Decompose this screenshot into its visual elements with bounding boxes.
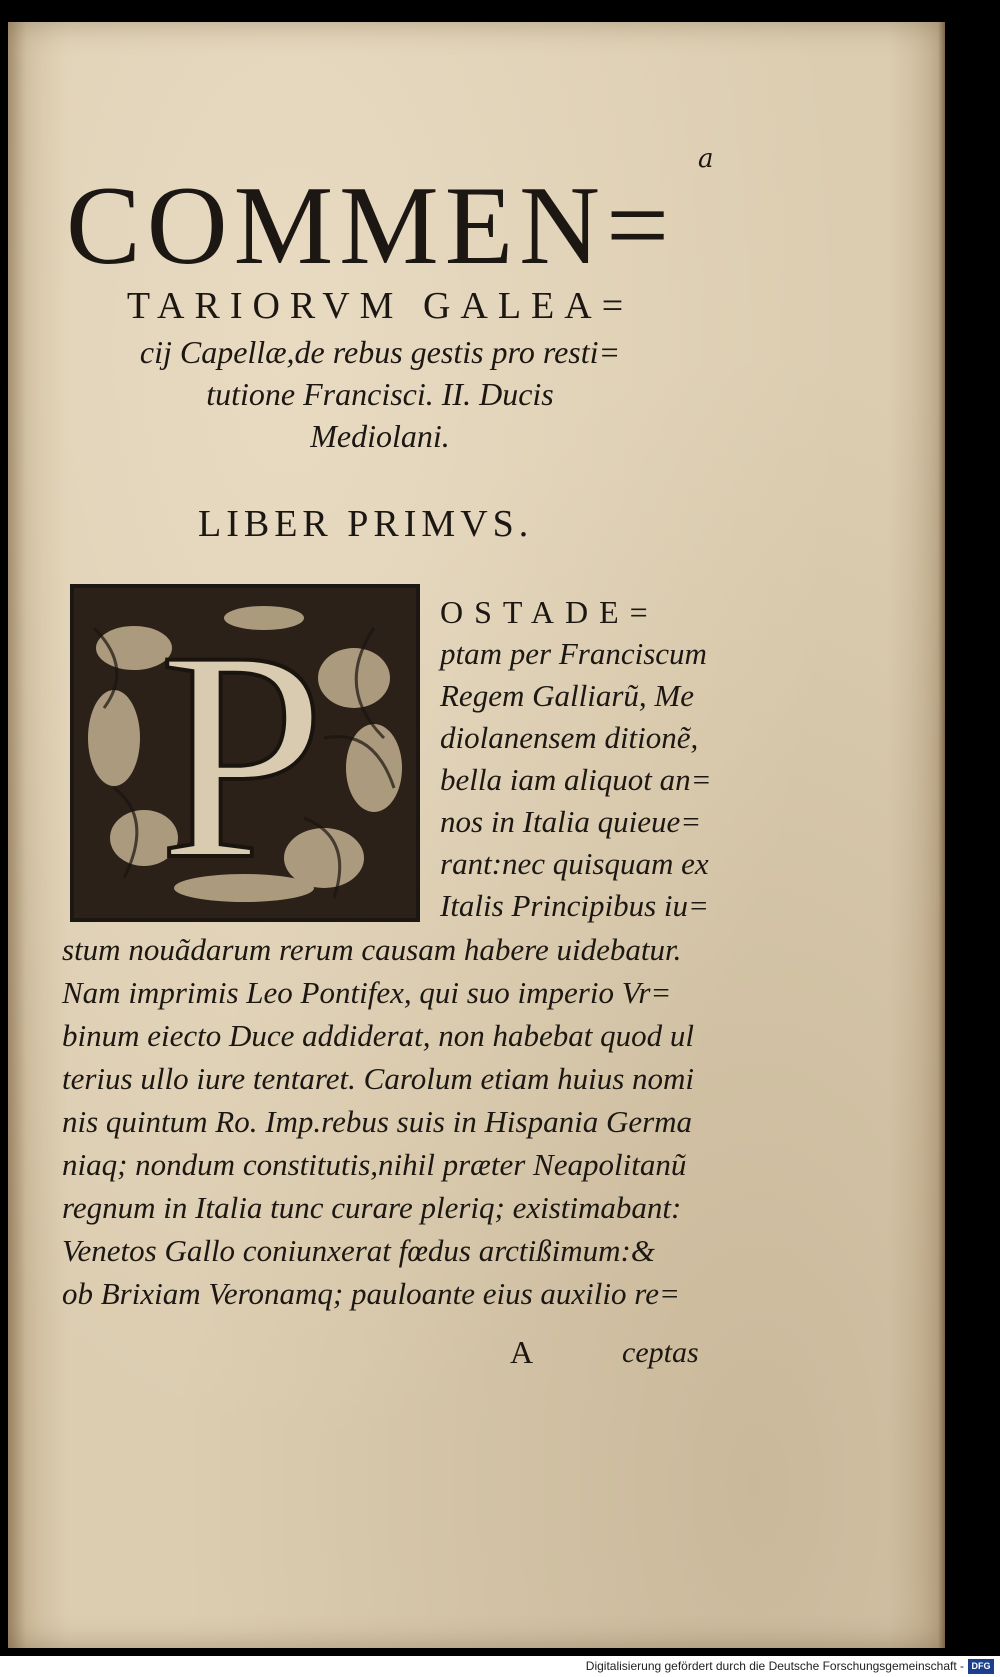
body-line-2: Nam imprimis Leo Pontifex, qui suo imperio Vr= (62, 975, 672, 1010)
title-line-3: tutione Francisci. II. Ducis (206, 376, 554, 412)
body-line-4: terius ullo iure tentaret. Carolum etiam huius nomi (62, 1061, 695, 1096)
body-line-5: nis quintum Ro. Imp.rebus suis in Hispania Germa (62, 1104, 693, 1139)
body-line-6: niaq; nondum constitutis,nihil præter Neapolitanũ (62, 1147, 687, 1182)
decorated-initial (70, 584, 420, 922)
right-column-line-3: Regem Galliarũ, Me (440, 678, 694, 713)
book-page (8, 22, 945, 1648)
woodcut-illustration (74, 588, 416, 918)
right-column-line-2: ptam per Franciscum (440, 636, 707, 671)
right-column-line-5: bella iam aliquot an= (440, 762, 712, 797)
title-line-2: cij Capellæ,de rebus gestis pro resti= (139, 334, 621, 370)
title-large: COMMEN= (66, 164, 676, 288)
footer-text: Digitalisierung gefördert durch die Deutsche Forschungsgemeinschaft - (585, 1659, 964, 1673)
right-column-line-8: Italis Principibus iu= (440, 888, 709, 923)
dfg-logo: DFG (968, 1659, 994, 1674)
body-line-1: stum nouãdarum rerum causam habere uidebatur. (62, 932, 682, 967)
signature-mark: A (510, 1334, 534, 1370)
digitization-footer (0, 1656, 1000, 1677)
right-column-line-1: OSTADE= (440, 594, 659, 630)
body-line-3: binum eiecto Duce addiderat, non habebat quod ul (62, 1018, 694, 1053)
initial-letter: P (158, 589, 326, 918)
body-line-8: Venetos Gallo coniunxerat fœdus arctißimum:& (62, 1233, 655, 1268)
title-line-4: Mediolani. (310, 418, 450, 454)
book-heading: LIBER PRIMVS. (198, 503, 534, 545)
body-line-9: ob Brixiam Veronamq; pauloante eius auxilio re= (62, 1276, 680, 1311)
right-column-line-6: nos in Italia quieue= (440, 804, 702, 839)
body-line-7: regnum in Italia tunc curare pleriq; existimabant: (62, 1190, 682, 1225)
page-number: a (698, 144, 714, 174)
right-column-line-7: rant:nec quisquam ex (440, 846, 709, 881)
catchword: ceptas (622, 1336, 699, 1369)
title-line-1: TARIORVM GALEA= (126, 285, 634, 327)
right-column-line-4: diolanensem ditionẽ, (440, 720, 699, 755)
